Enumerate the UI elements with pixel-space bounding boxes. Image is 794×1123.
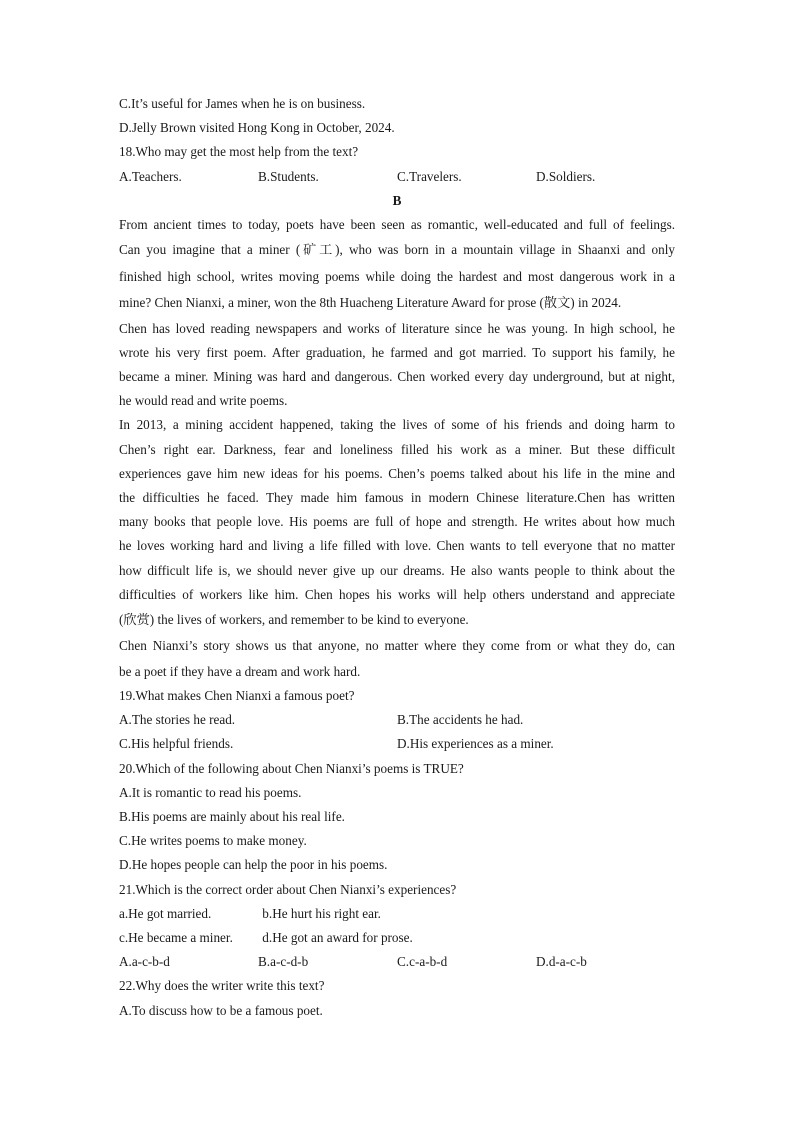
passage-line: From ancient times to today, poets have been seen as romantic, well-educated and full of feelings. (119, 216, 675, 232)
q21-event-a: a.He got married. (119, 905, 212, 921)
section-b-heading: B (392, 192, 402, 208)
q21-option-c: C.c-a-b-d (397, 954, 448, 970)
passage-line: be a poet if they have a dream and work hard. (119, 663, 361, 679)
passage-line: difficulties of workers like him. Chen hopes his works will help others understand and appreciate (119, 586, 675, 602)
q21-events-row-1 (119, 902, 675, 926)
passage-line: became a miner. Mining was hard and dangerous. Chen worked every day underground, but at night, (119, 369, 675, 384)
passage-line: experiences gave him new ideas for his poems. Chen’s poems talked about his life in the mine and (119, 465, 675, 481)
q19-options-row-2 (119, 732, 675, 756)
q18-stem: 18.Who may get the most help from the text? (119, 144, 359, 160)
passage-paragraph-1 (119, 213, 675, 317)
q18-option-a: A.Teachers. (119, 168, 182, 184)
q21-stem: 21.Which is the correct order about Chen Nianxi’s experiences? (119, 881, 457, 897)
passage-line: wrote his very first poem. After graduation, he farmed and got married. To support his family, he (119, 344, 675, 360)
passage-line: Chen’s right ear. Darkness, fear and loneliness filled his work as a miner. But these difficult (119, 441, 675, 457)
passage-line: the difficulties he faced. They made him famous in modern Chinese literature.Chen has written (119, 489, 675, 505)
q18-option-b: B.Students. (258, 168, 319, 184)
passage-line: Chen has loved reading newspapers and works of literature since he was young. In high school, he (119, 320, 675, 336)
passage-line: In 2013, a mining accident happened, taking the lives of some of his friends and doing harm to (119, 417, 675, 433)
passage-line: Chen Nianxi’s story shows us that anyone, no matter where they come from or what they do, can (119, 638, 675, 654)
q18-option-d: D.Soldiers. (536, 168, 596, 184)
passage-line: Can you imagine that a miner (矿工), who was born in a mountain village in Shaanxi and only (119, 242, 675, 258)
q19-option-c: C.His helpful friends. (119, 736, 234, 752)
q22-stem: 22.Why does the writer write this text? (119, 978, 325, 994)
q21-events-row-2 (119, 926, 675, 950)
q20-stem: 20.Which of the following about Chen Nianxi’s poems is TRUE? (119, 760, 464, 776)
q20-option-c: C.He writes poems to make money. (119, 833, 307, 849)
q21-option-b: B.a-c-d-b (258, 954, 309, 970)
q18-options (119, 165, 675, 189)
q20-option-d: D.He hopes people can help the poor in his poems. (119, 857, 388, 873)
q19-option-b: B.The accidents he had. (397, 712, 524, 728)
page-content (119, 92, 675, 1023)
passage-paragraph-4 (119, 633, 675, 684)
passage-paragraph-3 (119, 413, 675, 633)
q17-option-c: C.It’s useful for James when he is on business. (119, 96, 366, 111)
passage-line: he loves working hard and living a life filled with love. Chen wants to tell everyone that no matter (119, 538, 675, 554)
passage-line: mine? Chen Nianxi, a miner, won the 8th Huacheng Literature Award for prose (散文) in 2024. (119, 295, 622, 311)
q19-option-a: A.The stories he read. (119, 712, 236, 728)
q18-option-c: C.Travelers. (397, 168, 462, 184)
q21-event-d: d.He got an award for prose. (262, 929, 413, 945)
q21-option-a: A.a-c-b-d (119, 954, 170, 970)
passage-paragraph-2 (119, 317, 675, 414)
q19-options-row-1 (119, 708, 675, 732)
q21-option-d: D.d-a-c-b (536, 954, 587, 970)
passage-line: (欣赏) the lives of workers, and remember to be kind to everyone. (119, 611, 469, 627)
passage-line: finished high school, writes moving poems while doing the hardest and most dangerous work in a (119, 268, 675, 284)
q19-option-d: D.His experiences as a miner. (397, 736, 554, 752)
q21-event-b: b.He hurt his right ear. (262, 905, 381, 921)
q19-stem: 19.What makes Chen Nianxi a famous poet? (119, 688, 355, 704)
q21-event-c: c.He became a miner. (119, 929, 233, 945)
q20-option-a: A.It is romantic to read his poems. (119, 784, 302, 800)
passage-line: he would read and write poems. (119, 393, 288, 409)
passage-line: how difficult life is, we should never give up our dreams. He also wants people to think about the (119, 562, 675, 578)
q21-options (119, 950, 675, 974)
q17-option-d: D.Jelly Brown visited Hong Kong in October, 2024. (119, 120, 395, 136)
q20-option-b: B.His poems are mainly about his real life. (119, 809, 345, 824)
passage-line: many books that people love. His poems are full of hope and strength. He writes about how much (119, 514, 675, 530)
q22-option-a: A.To discuss how to be a famous poet. (119, 1002, 323, 1018)
